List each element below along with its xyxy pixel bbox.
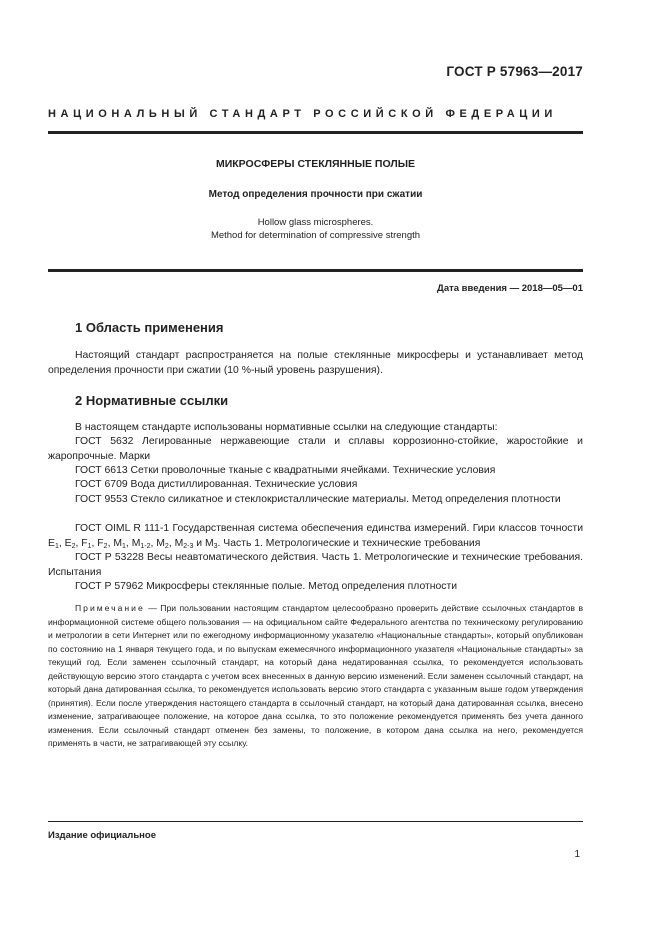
document-subtitle: Метод определения прочности при сжатии <box>208 189 423 200</box>
english-title-line-2: Method for determination of compressive strength <box>210 230 421 241</box>
gost-code: ГОСТ Р 57963—2017 <box>446 64 583 79</box>
title-rule <box>48 269 583 272</box>
reference-item: ГОСТ 5632 Легированные нержавеющие стали и сплавы коррозионно-стойкие, жаростойкие и жаропрочные. Марки <box>48 436 583 462</box>
document-title: МИКРОСФЕРЫ СТЕКЛЯННЫЕ ПОЛЫЕ <box>215 158 415 170</box>
reference-item: ГОСТ 6613 Сетки проволочные тканые с квадратными ячейками. Технические условия <box>75 465 496 476</box>
reference-item: ГОСТ 9553 Стекло силикатное и стеклокристаллические материалы. Метод определения плотности <box>75 494 561 505</box>
section-1-heading: 1 Область применения <box>75 320 224 335</box>
note-paragraph <box>48 602 583 751</box>
english-title <box>48 216 583 242</box>
introduction-date: Дата введения — 2018—05—01 <box>437 283 583 294</box>
reference-item-oiml: ГОСТ OIML R 111-1 Государственная система обеспечения единства измерений. Гири классов точности $E_1$, $E_2$, $F_1$, $F_2$, $M_1$, $M_{1-2}$, $M_2$, $M_{2-3}$ и $M_3$. Часть 1. Метрологические и технические требования <box>48 523 583 550</box>
official-edition-label: Издание официальное <box>48 830 156 841</box>
reference-item: ГОСТ Р 53228 Весы неавтоматического действия. Часть 1. Метрологические и технические требования. Испытания <box>48 552 583 578</box>
note-lead: Примечание <box>75 603 145 613</box>
header-rule <box>48 131 583 134</box>
section-1-text: Настоящий стандарт распространяется на полые стеклянные микросферы и устанавливает метод определения прочности при сжатии (10 %-ный уровень разрушения). <box>48 350 583 376</box>
reference-item: ГОСТ Р 57962 Микросферы стеклянные полые. Метод определения плотности <box>75 581 458 592</box>
note-text: — При пользовании настоящим стандартом целесообразно проверить действие ссылочных стандартов в информационной системе общего пользования — на официальном сайте Федерального агентства по техническому регулированию и метрологии в сети Интернет или по ежегодному информационному указателю «Национальные стандарты», который опубликован по состоянию на 1 января текущего года, и по выпускам ежемесячного информационного указателя «Национальные стандарты» за текущий год. Если заменен ссылочный стандарт, на который дана недатированная ссылка, то рекомендуется использовать действующую версию этого стандарта с учетом всех внесенных в данную версию изменений. Если заменен ссылочный стандарт, на который дана датированная ссылка, то рекомендуется использовать версию этого стандарта с указанным выше годом утверждения (принятия). Если после утверждения настоящего стандарта в ссылочный стандарт, на который дана датированная ссылка, внесено изменение, затрагивающее положение, на которое дана ссылка, то это положение рекомендуется применять без учета данного изменения. Если ссылочный стандарт отменен без замены, то положение, в котором дана ссылка на него, рекомендуется применять в части, не затрагивающей эту ссылку. <box>48 603 584 748</box>
section-2-intro: В настоящем стандарте использованы нормативные ссылки на следующие стандарты: <box>75 422 498 433</box>
page-number: 1 <box>574 849 580 860</box>
english-title-line-1: Hollow glass microspheres. <box>257 217 374 228</box>
section-2-heading: 2 Нормативные ссылки <box>75 393 229 408</box>
national-standard-banner: НАЦИОНАЛЬНЫЙ СТАНДАРТ РОССИЙСКОЙ ФЕДЕРАЦИИ <box>48 108 557 120</box>
footer-rule <box>48 821 583 822</box>
reference-item: ГОСТ 6709 Вода дистиллированная. Технические условия <box>75 479 358 490</box>
